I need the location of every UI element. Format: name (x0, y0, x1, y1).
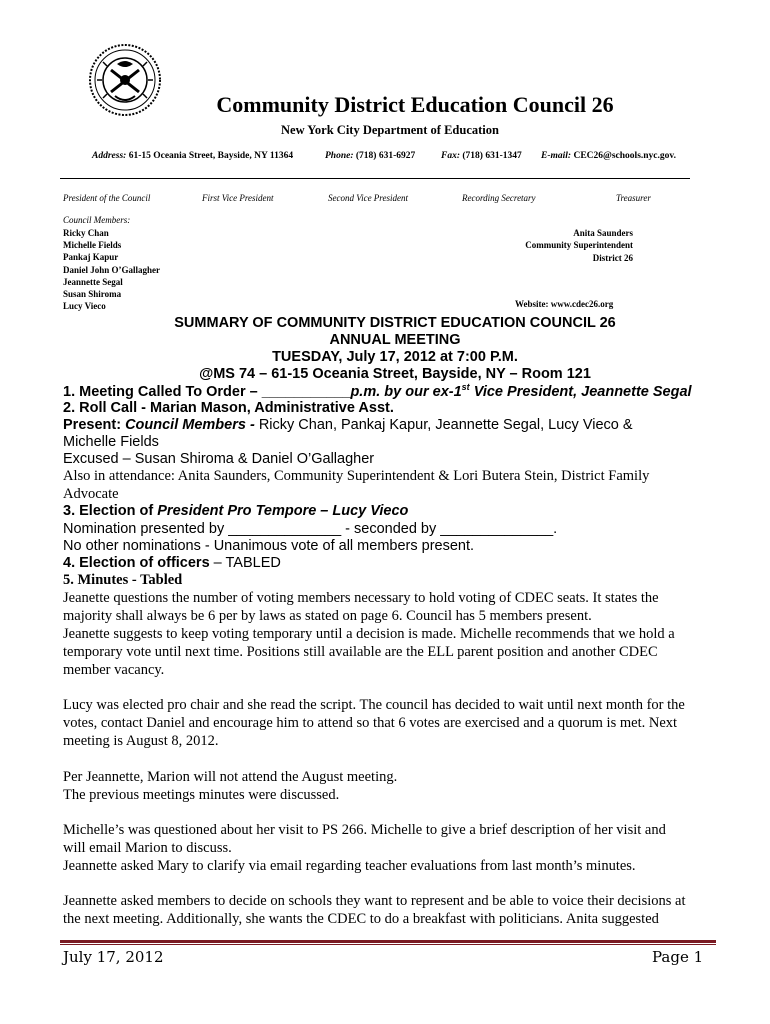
footer-date: July 17, 2012 (63, 948, 164, 966)
body-paragraph-line: Jeanette suggests to keep voting temporary until a decision is made. Michelle recommends that we hold a (63, 626, 675, 642)
officer-recording-secretary: Recording Secretary (462, 193, 536, 203)
officer-treasurer: Treasurer (616, 193, 651, 203)
superintendent-name: Anita Saunders (573, 228, 633, 238)
summary-meeting-type: ANNUAL MEETING (329, 332, 461, 348)
fax: Fax: (718) 631-1347 (441, 151, 522, 161)
superintendent-block (525, 227, 633, 264)
council-title: Community District Education Council 26 (216, 92, 614, 117)
item-3-election: 3. Election of President Pro Tempore – Lucy Vieco (63, 503, 409, 519)
body-paragraph-line: Michelle’s was questioned about her visit to PS 266. Michelle to give a brief description of her visit and (63, 822, 666, 838)
officer-first-vp: First Vice President (202, 193, 274, 203)
header-divider (60, 178, 690, 179)
item-2-roll-call: 2. Roll Call - Marian Mason, Administrative Asst. (63, 400, 394, 416)
website: Website: www.cdec26.org (515, 299, 614, 309)
present-line-2: Michelle Fields (63, 434, 159, 450)
nomination-line: Nomination presented by ______________ - seconded by ______________. (63, 521, 558, 537)
item-5-minutes: 5. Minutes - Tabled (63, 572, 183, 588)
body-paragraph-line: meeting is August 8, 2012. (63, 733, 219, 749)
email: E-mail: CEC26@schools.nyc.gov. (541, 151, 676, 161)
summary-heading: SUMMARY OF COMMUNITY DISTRICT EDUCATION COUNCIL 26 (174, 315, 616, 331)
council-members-list (63, 227, 160, 312)
attendance-line-2: Advocate (63, 486, 119, 502)
officer-second-vp: Second Vice President (328, 193, 408, 203)
superintendent-title: Community Superintendent (525, 240, 633, 251)
footer-page-number: Page 1 (652, 948, 704, 966)
item-4-officers: 4. Election of officers – TABLED (63, 555, 281, 571)
body-paragraph-line: will email Marion to discuss. (63, 840, 232, 856)
body-paragraph-line: the next meeting. Additionally, she wants the CDEC to do a breakfast with politicians. Anita suggested (63, 911, 659, 927)
phone: Phone: (718) 631-6927 (325, 151, 416, 161)
body-paragraph-line: majority shall always be 6 per by laws as stated on page 6. Council has 5 members present. (63, 608, 592, 624)
department-subtitle: New York City Department of Education (281, 123, 499, 137)
attendance-line-1: Also in attendance: Anita Saunders, Community Superintendent & Lori Butera Stein, District Family (63, 468, 650, 484)
body-paragraph-line: The previous meetings minutes were discussed. (63, 787, 340, 803)
council-member: Lucy Vieco (63, 301, 106, 312)
council-member: Daniel John O’Gallagher (63, 264, 161, 275)
superintendent-district: District 26 (592, 252, 633, 263)
summary-location: @MS 74 – 61-15 Oceania Street, Bayside, NY – Room 121 (199, 366, 591, 382)
council-member: Michelle Fields (63, 240, 122, 251)
excused-line: Excused – Susan Shiroma & Daniel O’Gallagher (63, 451, 375, 467)
item-1-call-to-order: 1. Meeting Called To Order – ___________p.m. by our ex-1st Vice President, Jeannette Segal (63, 382, 692, 400)
present-line: Present: Council Members - Ricky Chan, Pankaj Kapur, Jeannette Segal, Lucy Vieco & (63, 417, 633, 433)
council-member: Pankaj Kapur (63, 252, 119, 263)
body-paragraph-line: temporary vote until next time. Positions still available are the ELL parent position and another CDEC (63, 644, 658, 660)
no-other-nominations: No other nominations - Unanimous vote of all members present. (63, 538, 475, 554)
council-member: Susan Shiroma (63, 289, 122, 300)
address: Address: 61-15 Oceania Street, Bayside, NY 11364 (92, 151, 294, 161)
officer-president: President of the Council (63, 193, 151, 203)
council-members-label: Council Members: (63, 215, 131, 225)
body-paragraph-line: member vacancy. (63, 662, 165, 678)
body-paragraph-line: Jeannette asked Mary to clarify via email regarding teacher evaluations from last month’s minutes. (63, 858, 636, 874)
body-paragraph-line: Jeannette asked members to decide on schools they want to represent and be able to voice their decisions at (63, 893, 686, 909)
body-paragraph-line: Jeanette questions the number of voting members necessary to hold voting of CDEC seats. It states the (63, 590, 659, 606)
footer-rule-thin (60, 944, 716, 945)
summary-date: TUESDAY, July 17, 2012 at 7:00 P.M. (272, 349, 518, 365)
body-paragraph-line: Lucy was elected pro chair and she read the script. The council has decided to wait until next month for the (63, 697, 685, 713)
body-paragraph-line: Per Jeannette, Marion will not attend the August meeting. (63, 769, 398, 785)
council-member: Jeannette Segal (63, 276, 123, 287)
council-member: Ricky Chan (63, 228, 109, 238)
footer-rule-thick (60, 940, 716, 943)
body-paragraph-line: votes, contact Daniel and encourage him to attend so that 6 votes are exercised and a quorum is met. Next (63, 715, 678, 731)
